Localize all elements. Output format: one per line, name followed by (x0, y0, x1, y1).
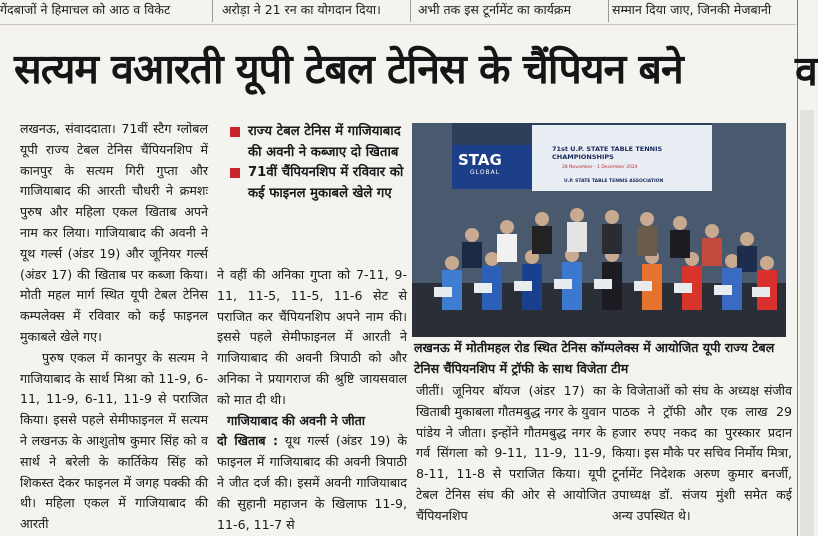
column-rule (410, 0, 411, 22)
article-paragraph: के विजेताओं को संघ के अध्यक्ष संजीव पाठक ने ट्रॉफी और एक लाख 29 हजार रुपए नकद का पुरस्कार प्रदान किया। इस मौके पर सचिव निर्मोय मित्रा, टूर्नामेंट निदेशक अरुण कुमार बनर्जी, उपाध्यक्ष डॉ. संजय मुंशी समेत कई अन्य उपस्थित थे। (612, 383, 792, 523)
photo-brand-left: STAG (458, 151, 502, 169)
prev-story-fragment-2: अरोड़ा ने 21 रन का योगदान दिया। (222, 2, 381, 17)
photo-brand-left-sub: GLOBAL (470, 169, 501, 176)
article-paragraph: लखनऊ, संवाददाता। 71वीं स्टैग ग्लोबल यूपी राज्य टेबल टेनिस चैंपियनशिप में कानपुर के सत्यम गिरी गुप्ता और गाजियाबाद की आरती चौधरी ने क्रमशः पुरुष और महिला एकल खिताब अपने नाम कर लिया। गाजियाबाद की अवनी ने यूथ गर्ल्स (अंडर 19) और जूनियर गर्ल्स (अंडर 17) की खिताब पर कब्जा किया। मोती महल मार्ग स्थित यूपी टेबल टेनिस कम्पलेक्स में रविवार को कई फाइनल मुकाबले खेले गए। (20, 121, 208, 344)
article-paragraph: पुरुष एकल में कानपुर के सत्यम ने गाजियाबाद के सार्थ मिश्रा को 11-9, 6-11, 11-9, 6-11, 11-9 से पराजित किया। इससे पहले सेमीफाइनल में सत्यम ने लखनऊ के आशुतोष कुमार सिंह को व सार्थ ने बरेली के कार्तिकेय सिंह को शिकस्त देकर फाइनल में जगह पक्की की थी। महिला एकल में गाजियाबाद की आरती (20, 349, 208, 532)
prev-story-fragment-3: अभी तक इस टूर्नामेंट का कार्यक्रम (418, 2, 572, 17)
adjacent-story-shade (800, 110, 814, 536)
subhead-lead: दो खिताब : (217, 433, 279, 449)
prev-story-fragment-1: गेंदबाजों ने हिमाचल को आठ व विकेट (0, 2, 171, 17)
column-rule (608, 0, 609, 22)
top-separator (0, 24, 796, 25)
photo-banner-org: U.P. STATE TABLE TENNIS ASSOCIATION (564, 179, 664, 184)
highlight-item: 71वीं चैंपियनशिप में रविवार को कई फाइनल मुकाबले खेले गए (228, 163, 410, 204)
photo-banner-dates: 28 November - 1 December 2024 (562, 165, 638, 170)
article-column-2 (217, 265, 407, 535)
article-column-4 (612, 381, 792, 527)
headline: सत्यम वआरती यूपी टेबल टेनिस के चैंपियन बने (14, 45, 683, 93)
article-subhead: गाजियाबाद की अवनी ने जीता (227, 412, 366, 428)
article-paragraph: ने वहीं की अनिका गुप्ता को 7-11, 9-11, 11-5, 11-5, 11-6 सेट से पराजित कर चैंपियनशिप अपने नाम की। इससे पहले सेमीफाइनल में आरती ने गाजियाबाद की अवनी त्रिपाठी को और अनिका ने प्रयागराज की श्रुष्टि जायसवाल को मात दी थी। (217, 267, 407, 407)
photo-caption: लखनऊ में मोतीमहल रोड स्थित टेनिस कॉम्पलेक्स में आयोजित यूपी राज्य टेबल टेनिस चैंपियनशिप में ट्रॉफी के साथ विजेता टीम (414, 340, 775, 376)
article-text: यूथ गर्ल्स (अंडर 19) के फाइनल में गाजियाबाद की अवनी त्रिपाठी ने जीत दर्ज की। इसमें अवनी गाजियाबाद की सुहानी महाजन के खिलाफ 11-9, 11-6, 11-7 से (217, 433, 407, 532)
column-rule (212, 0, 213, 22)
article-paragraph (217, 431, 407, 535)
prev-story-fragment-4: सम्मान दिया जाए, जिनकी मेजबानी (612, 2, 772, 17)
highlight-box (228, 122, 410, 262)
highlight-item: राज्य टेबल टेनिस में गाजियाबाद की अवनी ने कब्जाए दो खिताब (228, 122, 410, 163)
article-column-3 (416, 381, 606, 527)
article-column-1 (20, 119, 208, 535)
photo-banner-title: 71st U.P. STATE TABLE TENNIS CHAMPIONSHIPS (552, 145, 663, 161)
adjacent-headline-fragment: व (795, 47, 818, 95)
news-photo (412, 123, 786, 337)
article-paragraph: जीतीं। जूनियर बॉयज (अंडर 17) का खिताबी मुकाबला गौतमबुद्ध नगर के युवान पांडेय ने जीता। इन्होंने गौतमबुद्ध नगर के गर्व सिंगला को 9-11, 11-9, 11-9, 8-11, 11-8 से पराजित किया। यूपी टेबल टेनिस संघ की ओर से आयोजित चैंपियनशिप (416, 383, 606, 523)
